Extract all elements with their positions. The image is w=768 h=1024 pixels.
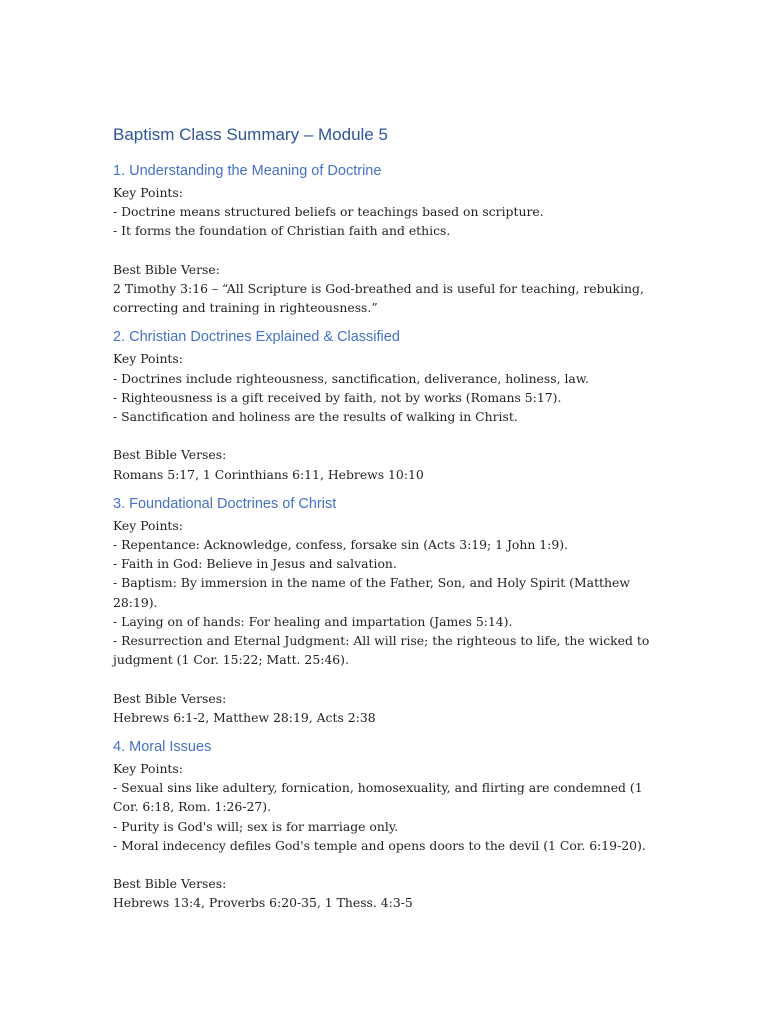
key-point: - Resurrection and Eternal Judgment: All will rise; the righteous to life, the wicked to judgment (1 Cor. 15:22; Matt. 25:46). — [113, 633, 650, 668]
key-point: - Moral indecency defiles God's temple and opens doors to the devil (1 Cor. 6:19-20). — [113, 837, 646, 853]
key-point: - Doctrines include righteousness, sanctification, deliverance, holiness, law. — [113, 370, 589, 386]
key-point: - Doctrine means structured beliefs or teachings based on scripture. — [113, 204, 544, 220]
paragraph-spacer — [113, 241, 653, 260]
paragraph-spacer — [113, 669, 653, 688]
key-point: - Righteousness is a gift received by faith, not by works (Romans 5:17). — [113, 389, 562, 405]
section-heading: 3. Foundational Doctrines of Christ — [113, 495, 337, 512]
verses-label: Best Bible Verse: — [113, 261, 220, 277]
key-point: - Sexual sins like adultery, fornication, homosexuality, and flirting are condemned (1 Cor. 6:18, Rom. 1:26-27). — [113, 780, 643, 815]
section-heading: 4. Moral Issues — [113, 739, 212, 756]
key-points-label: Key Points: — [113, 351, 183, 367]
verses-label: Best Bible Verses: — [113, 876, 227, 892]
key-point: - Faith in God: Believe in Jesus and salvation. — [113, 556, 397, 572]
key-point: - Repentance: Acknowledge, confess, forsake sin (Acts 3:19; 1 John 1:9). — [113, 537, 568, 553]
key-points-label: Key Points: — [113, 761, 183, 777]
section-heading: 1. Understanding the Meaning of Doctrine — [113, 163, 382, 179]
paragraph-spacer — [113, 855, 653, 874]
document-title: Baptism Class Summary – Module 5 — [113, 125, 388, 144]
key-point: - It forms the foundation of Christian faith and ethics. — [113, 223, 451, 239]
section-christian-doctrines — [113, 327, 653, 483]
section-heading: 2. Christian Doctrines Explained & Classified — [113, 329, 400, 346]
verses-label: Best Bible Verses: — [113, 690, 227, 706]
key-point: - Baptism: By immersion in the name of the Father, Son, and Holy Spirit (Matthew 28:19). — [113, 575, 630, 610]
document-page — [113, 124, 653, 923]
bible-verses: Hebrews 13:4, Proverbs 6:20-35, 1 Thess. 4:3-5 — [113, 895, 413, 911]
verses-label: Best Bible Verses: — [113, 447, 227, 463]
key-point: - Laying on of hands: For healing and impartation (James 5:14). — [113, 613, 513, 629]
bible-verse: 2 Timothy 3:16 – “All Scripture is God-breathed and is useful for teaching, rebuking, correcting and training in righteousness.” — [113, 281, 644, 316]
paragraph-spacer — [113, 426, 653, 445]
key-points-label: Key Points: — [113, 185, 183, 200]
section-moral-issues — [113, 737, 653, 913]
section-understanding-doctrine — [113, 161, 653, 317]
key-points-label: Key Points: — [113, 517, 183, 533]
bible-verses: Hebrews 6:1-2, Matthew 28:19, Acts 2:38 — [113, 709, 376, 725]
key-point: - Purity is God's will; sex is for marriage only. — [113, 818, 399, 834]
bible-verses: Romans 5:17, 1 Corinthians 6:11, Hebrews 10:10 — [113, 466, 424, 482]
section-foundational-doctrines — [113, 494, 653, 727]
key-point: - Sanctification and holiness are the results of walking in Christ. — [113, 409, 518, 425]
